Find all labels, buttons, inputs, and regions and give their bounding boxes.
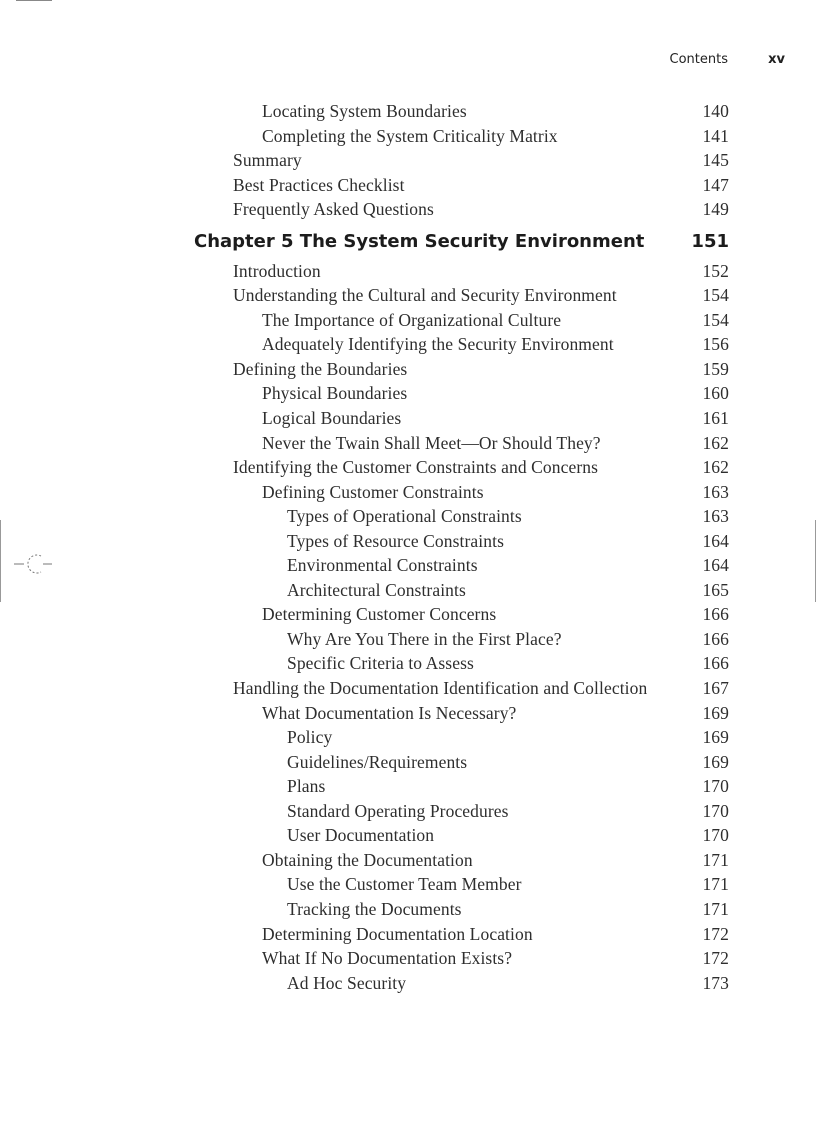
toc-entry-page: 163 (702, 506, 729, 527)
toc-entry-page: 169 (702, 702, 729, 723)
toc-entry[interactable] (0, 529, 816, 554)
toc-chapter-entries (0, 259, 816, 995)
toc-entry[interactable] (0, 774, 816, 799)
toc-entry-title: What Documentation Is Necessary? (262, 702, 517, 723)
toc-entry[interactable] (0, 124, 816, 149)
toc-entry[interactable] (0, 406, 816, 431)
toc-entry[interactable] (0, 99, 816, 124)
toc-entry[interactable] (0, 332, 816, 357)
toc-entry-page: 170 (702, 825, 729, 846)
toc-entry-page: 170 (702, 776, 729, 797)
toc-entry-title: Defining Customer Constraints (262, 481, 484, 502)
toc-entry[interactable] (0, 504, 816, 529)
toc-entry-title: Adequately Identifying the Security Environment (262, 334, 614, 355)
toc-entry-page: 171 (702, 874, 729, 895)
toc-entry-page: 154 (702, 285, 729, 306)
toc-entry-title: Ad Hoc Security (287, 972, 407, 993)
toc-entry[interactable] (0, 357, 816, 382)
toc-entry-title: The Importance of Organizational Culture (262, 309, 562, 330)
toc-entry-page: 166 (702, 653, 729, 674)
toc-entry-title: What If No Documentation Exists? (262, 948, 513, 969)
toc-entry[interactable] (0, 602, 816, 627)
toc-entry-title: Handling the Documentation Identification and Collection (233, 678, 648, 699)
toc-entry-title: Specific Criteria to Assess (287, 653, 474, 674)
toc-entry-page: 141 (702, 125, 729, 146)
chapter-title: Chapter 5 The System Security Environment (194, 230, 645, 252)
toc-entry[interactable] (0, 627, 816, 652)
toc-entry-page: 172 (702, 948, 729, 969)
toc-entry[interactable] (0, 872, 816, 897)
toc-entry-page: 147 (702, 174, 729, 195)
toc-entry-title: Environmental Constraints (287, 555, 478, 576)
toc-entry[interactable] (0, 197, 816, 222)
toc-entry-page: 166 (702, 628, 729, 649)
toc-entry-title: Never the Twain Shall Meet—Or Should They? (262, 432, 601, 453)
toc-entry[interactable] (0, 823, 816, 848)
chapter-heading[interactable] (0, 224, 816, 259)
toc-entry-title: Summary (233, 150, 302, 171)
toc-entry-page: 154 (702, 309, 729, 330)
toc-entry[interactable] (0, 431, 816, 456)
toc-entry[interactable] (0, 381, 816, 406)
toc-entry-title: Introduction (233, 260, 321, 281)
toc-entry-title: Obtaining the Documentation (262, 849, 473, 870)
toc-entry[interactable] (0, 946, 816, 971)
toc-entry-title: Locating System Boundaries (262, 101, 467, 121)
toc-entry-title: Use the Customer Team Member (287, 874, 522, 895)
toc-entry[interactable] (0, 971, 816, 996)
toc-entry-page: 171 (702, 898, 729, 919)
crop-mark-top (16, 0, 52, 1)
toc-entry-title: Identifying the Customer Constraints and Concerns (233, 457, 599, 478)
toc-entry[interactable] (0, 799, 816, 824)
toc-entry-title: User Documentation (287, 825, 435, 846)
toc-entry[interactable] (0, 651, 816, 676)
toc-entry-title: Architectural Constraints (287, 579, 466, 600)
toc-entry[interactable] (0, 701, 816, 726)
toc-entry-page: 156 (702, 334, 729, 355)
toc-entry-page: 164 (702, 555, 729, 576)
toc-entry-title: Best Practices Checklist (233, 174, 405, 195)
toc-entry-page: 162 (702, 432, 729, 453)
toc-entry-title: Guidelines/Requirements (287, 751, 468, 772)
toc-entry[interactable] (0, 676, 816, 701)
toc-entry[interactable] (0, 578, 816, 603)
toc-entry[interactable] (0, 848, 816, 873)
toc-entry[interactable] (0, 259, 816, 284)
toc-entry-title: Determining Customer Concerns (262, 604, 497, 625)
toc-entry-page: 162 (702, 457, 729, 478)
toc-entry-page: 161 (702, 408, 729, 429)
table-of-contents (0, 99, 816, 995)
toc-entry-page: 172 (702, 923, 729, 944)
toc-entry-title: Completing the System Criticality Matrix (262, 125, 558, 146)
toc-entry[interactable] (0, 283, 816, 308)
toc-entry-page: 160 (702, 383, 729, 404)
toc-entry-page: 159 (702, 358, 729, 379)
toc-entry[interactable] (0, 173, 816, 198)
toc-entry-title: Policy (287, 727, 333, 748)
running-head-page-number: xv (768, 52, 785, 67)
toc-entry-title: Types of Resource Constraints (287, 530, 504, 551)
toc-entry-page: 140 (702, 101, 729, 121)
toc-entry[interactable] (0, 553, 816, 578)
toc-entry-page: 167 (702, 678, 729, 699)
running-head-title: Contents (669, 52, 728, 67)
toc-entry[interactable] (0, 897, 816, 922)
toc-entry-title: Logical Boundaries (262, 408, 402, 429)
toc-entry-page: 163 (702, 481, 729, 502)
toc-entry[interactable] (0, 750, 816, 775)
toc-entry-title: Types of Operational Constraints (287, 506, 522, 527)
toc-entry-title: Defining the Boundaries (233, 358, 408, 379)
chapter-page: 151 (691, 230, 729, 252)
toc-entry-page: 152 (702, 260, 729, 281)
running-head (560, 52, 785, 68)
toc-entry[interactable] (0, 455, 816, 480)
toc-continued-entries (0, 99, 816, 222)
toc-entry[interactable] (0, 148, 816, 173)
toc-entry-title: Understanding the Cultural and Security Environment (233, 285, 617, 306)
toc-entry-page: 169 (702, 727, 729, 748)
toc-entry-page: 164 (702, 530, 729, 551)
toc-entry-title: Tracking the Documents (287, 898, 462, 919)
toc-entry-page: 165 (702, 579, 729, 600)
toc-entry-title: Why Are You There in the First Place? (287, 628, 562, 649)
toc-entry[interactable] (0, 308, 816, 333)
toc-entry-page: 149 (702, 199, 729, 220)
toc-entry[interactable] (0, 480, 816, 505)
toc-entry-title: Standard Operating Procedures (287, 800, 509, 821)
toc-entry-page: 171 (702, 849, 729, 870)
toc-entry[interactable] (0, 922, 816, 947)
toc-entry-title: Determining Documentation Location (262, 923, 533, 944)
toc-entry-page: 173 (702, 972, 729, 993)
toc-entry-page: 169 (702, 751, 729, 772)
toc-entry-title: Plans (287, 776, 326, 797)
toc-entry-title: Frequently Asked Questions (233, 199, 434, 220)
toc-entry-page: 166 (702, 604, 729, 625)
toc-entry-page: 170 (702, 800, 729, 821)
toc-entry[interactable] (0, 725, 816, 750)
toc-entry-title: Physical Boundaries (262, 383, 408, 404)
toc-entry-page: 145 (702, 150, 729, 171)
